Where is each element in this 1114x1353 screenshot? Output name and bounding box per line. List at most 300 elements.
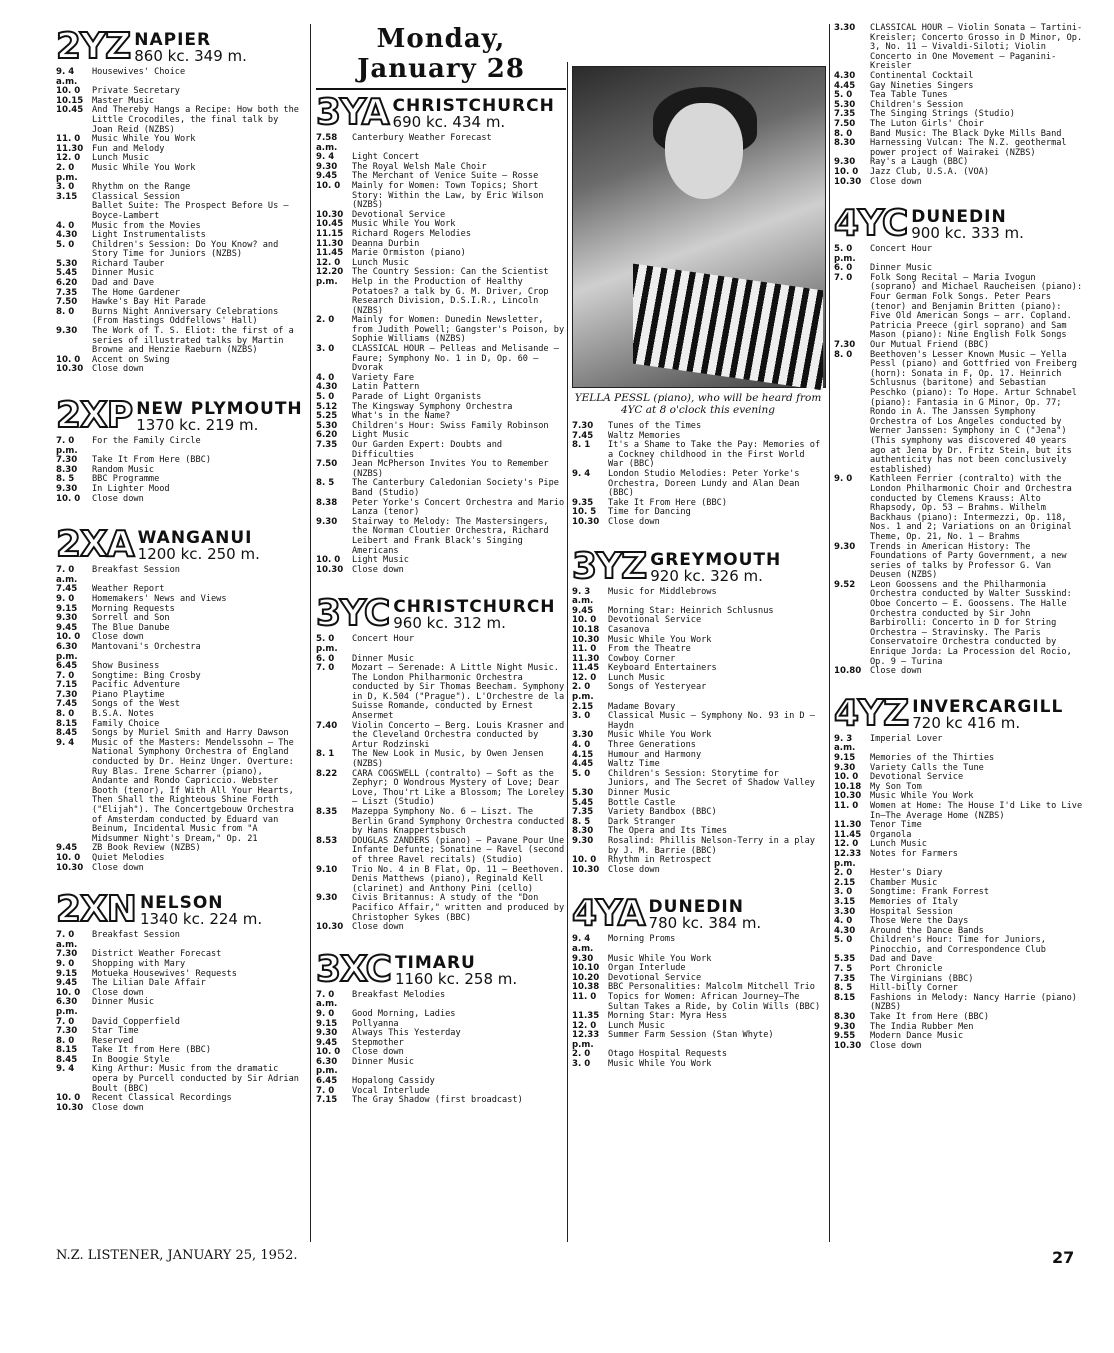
programme-title: Hopalong Cassidy <box>352 1076 435 1087</box>
programme-title: CARA COGSWELL (contralto) — Soft as the Zephyr; O Wondrous Mystery of Love; Dear Love, Thou'rt Like a Blossom; The Loreley — Liszt (Studio) <box>352 768 565 808</box>
station-header <box>316 92 566 133</box>
programme-time: 3. 0 <box>56 182 75 193</box>
programme-time: 12.33 p.m. <box>572 1030 600 1050</box>
programme-time: 8.30 <box>572 826 594 837</box>
programme-list <box>834 24 1084 187</box>
programme-time: 8.30 <box>834 138 856 149</box>
programme-time: 9.45 <box>572 605 594 616</box>
programme-title: What's in the Name? <box>352 411 451 422</box>
programme-time: 9.30 <box>834 541 856 552</box>
programme-title: Bottle Castle <box>608 797 676 808</box>
programme-title: Port Chronicle <box>870 964 943 975</box>
programme-title: Children's Hour: Time for Juniors, Pinocchio, and Correspondence Club <box>870 935 1046 955</box>
programme-title: The New Look in Music, by Owen Jensen (NZBS) <box>352 749 544 770</box>
programme-time: 4.45 <box>834 80 856 91</box>
programme-time: 8.45 <box>56 728 78 739</box>
programme-time: 9. 4 a.m. <box>572 934 594 954</box>
programme-time: 9.30 <box>316 161 338 172</box>
programme-time: 11. 0 <box>834 800 859 811</box>
programme-time: 8. 5 <box>316 478 335 489</box>
programme-list <box>834 245 1084 677</box>
station-call-sign: 2XN <box>56 889 136 931</box>
programme-time: 2.15 <box>834 877 856 888</box>
programme-title: And Thereby Hangs a Recipe: How both the Little Crocodiles, the final talk by Joan Reid (NZBS) <box>92 105 299 135</box>
programme-time: 4.30 <box>56 230 78 241</box>
programme-item <box>316 268 566 316</box>
programme-time: 10.30 <box>56 862 84 873</box>
programme-title: Casanova <box>608 624 650 635</box>
programme-time: 9.30 <box>834 1021 856 1032</box>
programme-time: 7.15 <box>316 1095 338 1106</box>
programme-item <box>56 365 304 375</box>
programme-time: 2. 0 <box>572 1049 591 1060</box>
programme-title: Rhythm on the Range <box>92 182 191 193</box>
programme-title: The Opera and Its Times <box>608 826 727 837</box>
programme-title: Shopping with Mary <box>92 958 186 969</box>
programme-item <box>316 664 566 722</box>
programme-list <box>316 134 566 575</box>
programme-title: The Singing Strings (Studio) <box>870 109 1015 120</box>
station-header <box>572 893 824 935</box>
programme-title: Those Were the Days <box>870 916 969 927</box>
programme-time: 3.30 <box>834 906 856 917</box>
programme-time: 4. 0 <box>56 220 75 231</box>
programme-time: 5.45 <box>572 797 594 808</box>
programme-title: Music While You Work <box>608 1059 712 1070</box>
programme-title: Songtime: Bing Crosby <box>92 670 201 681</box>
programme-time: 4.30 <box>834 925 856 936</box>
column-1 <box>56 24 304 1113</box>
station-details <box>134 32 247 64</box>
programme-time: 10. 0 <box>56 86 81 97</box>
programme-title: Close down <box>352 564 404 575</box>
programme-time: 10. 0 <box>316 180 341 191</box>
programme-title: Pacific Adventure <box>92 680 180 691</box>
programme-time: 9.15 <box>56 603 78 614</box>
programme-item <box>316 635 566 654</box>
programme-title: Band Music: The Black Dyke Mills Band <box>870 128 1062 139</box>
programme-item <box>834 850 1084 869</box>
station-city: INVERCARGILL <box>912 696 1064 717</box>
programme-time: 9. 3 a.m. <box>834 733 856 754</box>
station-header <box>316 948 566 990</box>
programme-time: 10.45 <box>316 219 344 230</box>
programme-item <box>56 106 304 135</box>
programme-time: 5.25 <box>316 411 338 422</box>
programme-title: DOUGLAS ZANDERS (piano) — Pavane Pour Une Infante Defunte; Sonatine — Ravel (second of three Ravel recitals) (Studio) <box>352 835 565 865</box>
programme-time: 10.20 <box>572 972 600 983</box>
programme-item <box>316 182 566 211</box>
station-call-sign: 2YZ <box>56 26 131 67</box>
programme-title: The Royal Welsh Male Choir <box>352 161 487 172</box>
programme-time: 7.45 <box>56 699 78 710</box>
station-details <box>649 899 762 931</box>
programme-title: Show Business <box>92 661 160 672</box>
programme-time: 7.50 <box>56 297 78 308</box>
programme-title: Violin Concerto — Berg. Louis Krasner and the Cleveland Orchestra conducted by Artur Rodzinski <box>352 720 565 750</box>
programme-title: Music of the Masters: Mendelssohn — The National Symphony Orchestra of England conducted by Dr. Heinz Unger. Overture: Ruy Blas. Irene Scharrer (piano), Andante and Rondo Capriccio. Webster Booth (tenor), If With All Your Hearts, Then Shall the Righteous Shine Forth ("Elijah"). The Concertgebouw Orchestra of Amsterdam conducted by Eduard van Beinum, Incidental Music from "A Midsummer Night's Dream," Op. 21 <box>92 737 294 844</box>
programme-time: 7.30 <box>56 1026 78 1037</box>
programme-title: Close down <box>92 364 144 375</box>
programme-time: 9. 4 a.m. <box>56 67 78 87</box>
programme-item <box>316 566 566 576</box>
station-4ya <box>572 893 824 1070</box>
programme-title: Piano Playtime <box>92 689 165 700</box>
programme-title: Morning Star: Myra Hess <box>608 1011 727 1022</box>
programme-time: 11.30 <box>56 143 84 154</box>
programme-time: 4. 0 <box>572 740 591 751</box>
programme-title: Richard Rogers Melodies <box>352 228 471 239</box>
programme-title: Cowboy Corner <box>608 653 676 664</box>
station-city: NELSON <box>139 893 224 914</box>
programme-title: Quiet Melodies <box>92 852 165 863</box>
station-2xn <box>56 889 304 1113</box>
programme-time: 11. 0 <box>572 991 597 1002</box>
programme-title: Peter Yorke's Concert Orchestra and Mario Lanza (tenor) <box>352 497 565 518</box>
programme-title: Take It From Here (BBC) <box>92 455 211 466</box>
programme-time: 7.35 <box>572 807 594 818</box>
programme-title: Weather Report <box>92 584 165 595</box>
programme-time: 4.30 <box>316 382 338 393</box>
programme-title: Close down <box>92 1102 144 1113</box>
programme-list <box>572 935 824 1069</box>
programme-time: 3. 0 <box>316 344 335 355</box>
programme-time: 4. 0 <box>316 372 335 383</box>
programme-item <box>572 588 824 607</box>
programme-time: 8.45 <box>56 1054 78 1065</box>
programme-time: 5.30 <box>572 788 594 798</box>
programme-title: The Canterbury Caledonian Society's Pipe Band (Studio) <box>352 478 559 498</box>
station-frequency: 1340 kc. 224 m. <box>139 910 263 929</box>
programme-time: 10. 0 <box>56 852 81 863</box>
programme-title: Jazz Club, U.S.A. (VOA) <box>870 166 989 177</box>
programme-item <box>56 864 304 874</box>
programme-title: Dinner Music <box>352 1056 415 1067</box>
programme-time: 7.50 <box>834 118 856 129</box>
programme-time: 6.30 p.m. <box>316 1056 338 1077</box>
programme-title: Private Secretary <box>92 86 180 97</box>
programme-time: 3.30 <box>572 730 594 741</box>
programme-title: Close down <box>92 493 144 504</box>
programme-time: 9.30 <box>316 893 338 904</box>
programme-title: Dinner Music <box>870 263 933 274</box>
programme-item <box>834 994 1084 1013</box>
programme-title: The Luton Girls' Choir <box>870 118 984 129</box>
programme-title: My Son Tom <box>870 781 922 792</box>
programme-title: Close down <box>92 987 144 998</box>
station-4yc-classical <box>834 24 1084 187</box>
column-rule <box>310 24 311 1242</box>
station-3yz <box>572 545 824 876</box>
programme-item <box>834 543 1084 581</box>
programme-title: District Weather Forecast <box>92 949 222 960</box>
station-frequency: 900 kc. 333 m. <box>911 224 1024 243</box>
programme-time: 9.45 <box>56 843 78 854</box>
programme-title: Gay Nineties Singers <box>870 80 974 91</box>
programme-title: Ballet Suite: The Prospect Before Us — Boyce-Lambert <box>92 201 289 221</box>
programme-time: 5. 0 <box>834 935 853 946</box>
column-rule <box>567 62 568 1242</box>
programme-title: Music While You Work <box>352 219 456 230</box>
programme-time: 10.18 <box>572 624 600 635</box>
programme-item <box>316 722 566 751</box>
programme-time: 9.45 <box>316 171 338 182</box>
programme-title: Stepmother <box>352 1037 404 1048</box>
programme-time: 6. 0 <box>834 263 853 274</box>
programme-time: 11. 0 <box>56 134 81 145</box>
programme-time: 7.30 <box>834 340 856 351</box>
programme-title: Hill-billy Corner <box>870 983 958 994</box>
programme-title: Music While You Work <box>92 162 196 173</box>
programme-time: 5. 0 p.m. <box>834 244 856 264</box>
station-2yz <box>56 26 304 375</box>
programme-title: Around the Dance Bands <box>870 925 984 936</box>
programme-time: 8.15 <box>56 718 78 729</box>
programme-title: Music While You Work <box>608 730 712 741</box>
programme-title: Children's Session: Do You Know? and Story Time for Juniors (NZBS) <box>92 239 279 260</box>
programme-time: 10. 0 <box>56 987 81 998</box>
programme-time: 9. 0 <box>56 593 75 604</box>
programme-title: Variety Fare <box>352 372 415 383</box>
programme-item <box>572 441 824 470</box>
programme-time: 9. 0 <box>56 958 75 969</box>
programme-item <box>316 923 566 933</box>
station-header <box>56 524 304 566</box>
programme-time: 5.12 <box>316 401 338 412</box>
programme-title: Harnessing Vulcan: The N.Z. geothermal power project of Wairakei (NZBS) <box>870 138 1067 158</box>
station-city: WANGANUI <box>137 528 253 549</box>
programme-title: Music While You Work <box>608 634 712 645</box>
programme-title: Dinner Music <box>352 653 415 664</box>
programme-title: Lunch Music <box>608 1020 665 1031</box>
programme-title: Children's Session: Storytime for Juniors, and The Secret of Shadow Valley <box>608 768 815 789</box>
station-details <box>650 549 782 585</box>
programme-time: 11.15 <box>316 228 344 239</box>
programme-time: 8.38 <box>316 497 338 508</box>
programme-item <box>316 316 566 345</box>
programme-title: Dinner Music <box>92 268 155 279</box>
programme-title: CLASSICAL HOUR — Pelleas and Melisande — Faure; Symphony No. 1 in D, Op. 60 — Dvorak <box>352 344 559 374</box>
programme-time: 5.35 <box>834 954 856 965</box>
programme-title: Mainly for Women: Town Topics; Short Story: Within the Law, by Eric Wilson (NZBS) <box>352 180 544 211</box>
column-2 <box>316 24 566 1106</box>
programme-time: 8. 1 <box>572 440 591 451</box>
programme-title: The Home Gardener <box>92 287 180 298</box>
programme-title: Close down <box>608 516 660 527</box>
programme-title: Richard Tauber <box>92 258 165 269</box>
programme-title: Devotional Service <box>608 972 702 983</box>
programme-item <box>316 770 566 808</box>
programme-time: 9.55 <box>834 1031 856 1042</box>
programme-title: Mazeppa Symphony No. 6 — Liszt. The Berlin Grand Symphony Orchestra conducted by Hans Knappertsbusch <box>352 807 565 837</box>
station-frequency: 1370 kc. 219 m. <box>136 416 259 434</box>
programme-title: Memories of Italy <box>870 896 958 907</box>
programme-item <box>834 802 1084 821</box>
programme-item <box>834 245 1084 264</box>
programme-title: Homemakers' News and Views <box>92 593 227 604</box>
programme-title: Recent Classical Recordings <box>92 1093 232 1104</box>
programme-time: 6.20 <box>316 430 338 441</box>
programme-title: Music While You Work <box>870 791 974 802</box>
programme-time: 10. 0 <box>834 166 859 177</box>
page-number: 27 <box>1052 1248 1075 1267</box>
programme-time: 8. 0 <box>834 128 853 139</box>
programme-time: 2. 0 p.m. <box>56 162 78 183</box>
programme-title: Variety Calls the Tune <box>870 762 984 773</box>
programme-title: Songtime: Frank Forrest <box>870 887 989 898</box>
programme-title: Organola <box>870 829 912 840</box>
programme-title: Close down <box>870 1040 922 1051</box>
programme-title: CLASSICAL HOUR — Violin Sonata — Tartini-Kreisler; Concerto Grosso in D Minor, Op. 3, No. 11 — Vivaldi-Siloti; Violin Concerto in One Movement — Paganini-Kreisler <box>870 23 1083 72</box>
programme-title: Mantovani's Orchestra <box>92 641 201 652</box>
programme-time: 7. 0 a.m. <box>316 989 338 1010</box>
station-4yz <box>834 692 1084 1052</box>
photo-face <box>665 103 743 199</box>
programme-title: Chamber Music <box>870 877 938 888</box>
programme-time: 7.45 <box>56 584 78 595</box>
programme-title: Good Morning, Ladies <box>352 1008 456 1019</box>
station-details <box>393 599 555 631</box>
programme-title: Take It from Here (BBC) <box>870 1012 989 1023</box>
programme-time: 10. 5 <box>572 507 597 518</box>
programme-time: 10. 0 <box>316 555 341 566</box>
programme-title: King Arthur: Music from the dramatic opera by Purcell conducted by Sir Adrian Boult (BBC) <box>92 1064 299 1094</box>
programme-time: 7.15 <box>56 680 78 691</box>
programme-time: 4.45 <box>572 759 594 770</box>
programme-time: 10.30 <box>834 1040 862 1051</box>
programme-title: BBC Programme <box>92 474 160 485</box>
programme-item <box>572 770 824 789</box>
programme-time: 2. 0 p.m. <box>572 682 594 703</box>
column-4 <box>834 24 1084 1051</box>
programme-time: 6.45 <box>56 661 78 672</box>
programme-title: Memories of the Thirties <box>870 753 995 763</box>
programme-time: 5. 0 <box>572 768 591 779</box>
programme-title: Light Instrumentalists <box>92 230 206 241</box>
programme-time: 11.30 <box>834 820 862 831</box>
programme-title: In Lighter Mood <box>92 483 170 494</box>
programme-time: 10. 0 <box>56 493 81 504</box>
programme-title: Children's Session <box>870 99 964 110</box>
programme-time: 8.35 <box>316 807 338 817</box>
programme-item <box>572 837 824 856</box>
programme-title: Waltz Time <box>608 759 660 770</box>
programme-time: 2. 0 <box>834 868 853 879</box>
programme-time: 9. 4 <box>56 1064 75 1075</box>
programme-title: In Boogie Style <box>92 1054 170 1065</box>
programme-title: Stairway to Melody: The Mastersingers, the Norman Cloutier Orchestra, Richard Leibert and Frank Black's Singing Americans <box>352 516 549 556</box>
programme-title: Morning Star: Heinrich Schlusnus <box>608 605 774 616</box>
programme-time: 11.30 <box>316 238 344 249</box>
programme-title: Housewives' Choice <box>92 67 186 77</box>
programme-time: 5.30 <box>834 99 856 110</box>
station-details <box>393 98 555 130</box>
station-frequency: 690 kc. 434 m. <box>392 113 506 131</box>
programme-time: 10.30 <box>316 922 344 933</box>
programme-title: Variety Bandbox (BBC) <box>608 807 717 818</box>
station-3xc <box>316 948 566 1106</box>
programme-title: Lunch Music <box>352 257 409 268</box>
station-3yc <box>316 593 566 933</box>
programme-item <box>834 936 1084 955</box>
programme-time: 10. 0 <box>56 632 81 643</box>
programme-time: 10. 0 <box>572 855 597 866</box>
programme-time: 7. 0 <box>316 1085 335 1096</box>
programme-title: Always This Yesterday <box>352 1028 461 1039</box>
programme-title: The Virginians (BBC) <box>870 973 974 984</box>
column-3 <box>572 66 824 1070</box>
programme-title: Close down <box>870 176 922 187</box>
programme-time: 9.15 <box>56 968 78 979</box>
programme-title: Rhythm in Retrospect <box>608 855 712 866</box>
programme-title: Modern Dance Music <box>870 1031 964 1042</box>
station-city: DUNEDIN <box>648 897 744 918</box>
station-header <box>834 203 1084 245</box>
programme-item <box>834 178 1084 188</box>
programme-time: 9.30 <box>834 762 856 773</box>
programme-item <box>56 68 304 87</box>
programme-title: Dark Stranger <box>608 816 676 827</box>
programme-time: 10.30 <box>834 791 862 802</box>
programme-time: 7. 0 <box>834 272 853 283</box>
programme-time: 10.30 <box>316 564 344 575</box>
programme-title: Kathleen Ferrier (contralto) with the London Philharmonic Choir and Orchestra conducted by Clemens Krauss: Alto Rhapsody, Op. 53 — Brahms. Wilhelm Backhaus (piano): Intermezzi, Op. 118, Nos. 1 and 2; Variations on an Original Theme, Op. 21, No. 1 — Brahms <box>870 474 1072 542</box>
programme-time: 10.30 <box>834 176 862 187</box>
programme-title: Reserved <box>92 1035 134 1046</box>
programme-time: 12. 0 <box>572 672 597 683</box>
programme-list <box>56 931 304 1113</box>
programme-title: Organ Interlude <box>608 963 686 974</box>
programme-time: 10.10 <box>572 963 600 974</box>
programme-time: 7.45 <box>572 430 594 441</box>
programme-title: David Copperfield <box>92 1016 180 1027</box>
programme-time: 6.30 p.m. <box>56 641 78 662</box>
station-header <box>572 545 824 587</box>
programme-item <box>56 1104 304 1114</box>
programme-time: 8.22 <box>316 768 338 779</box>
programme-title: Burns Night Anniversary Celebrations (From Hastings Oddfellows' Hall) <box>92 306 279 327</box>
programme-title: Take It from Here (BBC) <box>92 1045 211 1056</box>
programme-time: 9. 0 <box>834 474 853 485</box>
programme-time: 8. 5 <box>572 816 591 827</box>
programme-title: Devotional Service <box>608 615 702 626</box>
station-details <box>138 530 260 562</box>
programme-list <box>316 635 566 932</box>
programme-item <box>316 808 566 837</box>
programme-time: 7.30 <box>56 949 78 960</box>
programme-time: 7. 0 <box>316 663 335 674</box>
programme-time: 10.30 <box>56 364 84 375</box>
programme-title: Star Time <box>92 1026 139 1037</box>
programme-title: Hester's Diary <box>870 868 943 879</box>
programme-title: Vocal Interlude <box>352 1085 430 1096</box>
programme-title: Music from the Movies <box>92 220 201 231</box>
programme-title: Marie Ormiston (piano) <box>352 248 466 259</box>
programme-title: ZB Book Review (NZBS) <box>92 843 201 854</box>
station-details <box>911 209 1024 241</box>
station-3ya <box>316 92 566 575</box>
programme-item <box>834 274 1084 341</box>
programme-title: Accent on Swing <box>92 354 170 365</box>
programme-time: 7.30 <box>572 421 594 431</box>
programme-title: Folk Song Recital — Maria Ivogun (soprano) and Michael Raucheisen (piano): Four German Folk Songs. Peter Pears (tenor) and Benjamin Britten (piano): Five Old American Songs — arr. Copland. Patricia Preece (girl soprano) and Sam Mason (piano): Nine English Folk Songs <box>870 272 1083 341</box>
programme-time: 12. 0 <box>834 839 859 850</box>
station-call-sign: 3YA <box>316 92 389 133</box>
photo-piano-keys <box>633 264 823 391</box>
programme-time: 2.15 <box>572 701 594 712</box>
programme-title: Close down <box>352 1047 404 1058</box>
programme-time: 12. 0 <box>316 257 341 268</box>
